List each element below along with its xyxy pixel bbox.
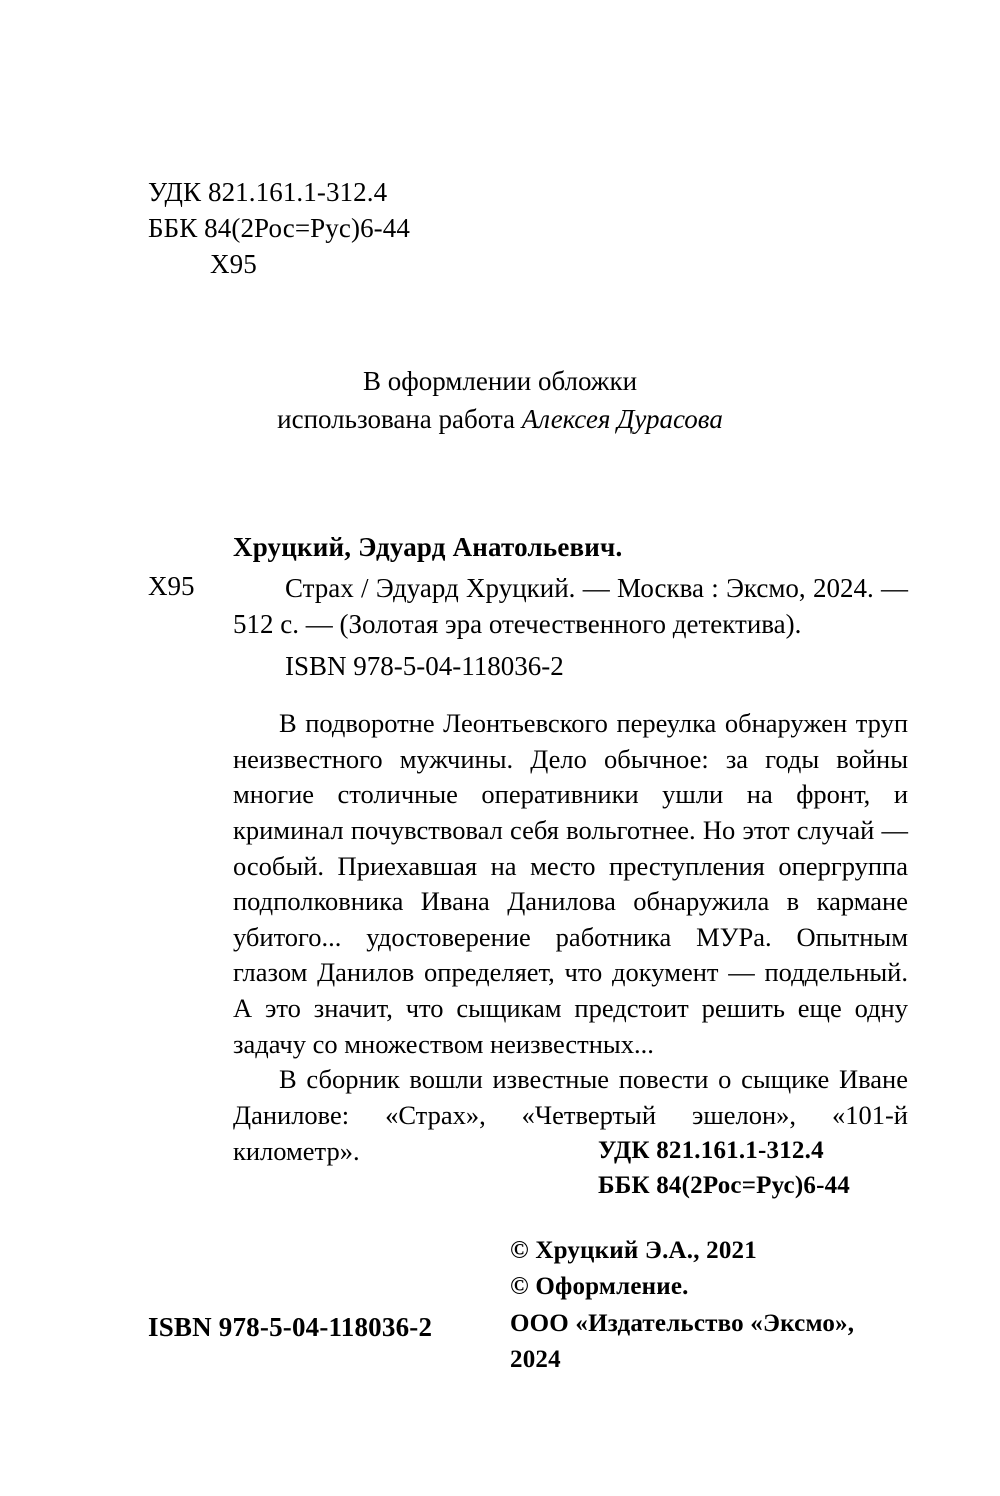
biblio-isbn: ISBN 978-5-04-118036-2 (285, 650, 564, 681)
classification-repeat (598, 1133, 850, 1203)
copyright-line-4: 2024 (510, 1345, 561, 1373)
copyright-line-1: © Хруцкий Э.А., 2021 (510, 1237, 757, 1264)
author-index-code: Х95 (210, 248, 257, 279)
biblio-body (148, 571, 908, 643)
bibliographic-record (148, 530, 908, 682)
copyright-line-2: © Оформление. (510, 1273, 689, 1301)
cover-credit-line1: В оформлении обложки (362, 366, 638, 396)
udk-code: УДК 821.161.1-312.4 (148, 177, 388, 207)
cover-credit-prefix: использована работа (277, 404, 522, 435)
udk-code-repeat: УДК 821.161.1-312.4 (598, 1137, 824, 1164)
isbn-bottom: ISBN 978-5-04-118036-2 (148, 1312, 433, 1342)
bbk-code: ББК 84(2Рос=Рус)6-44 (148, 212, 410, 243)
biblio-author: Хруцкий, Эдуард Анатольевич. (233, 532, 623, 562)
copyright-line-3: ООО «Издательство «Эксмо», (510, 1309, 855, 1337)
cover-credit (0, 362, 1000, 439)
biblio-index: Х95 (148, 571, 195, 602)
cover-credit-line2 (0, 400, 1000, 438)
biblio-description: Страх / Эдуард Хруцкий. — Москва : Эксмо, 2024. — 512 с. — (Золотая эра отечественного детектива). (233, 573, 908, 639)
annotation-paragraph-2: В сборник вошли известные повести о сыщике Иване Данилове: «Страх», «Четвертый эшелон», «101-й километр». (233, 1064, 908, 1166)
annotation (233, 706, 908, 1169)
cover-artist-name: Алексея Дурасова (521, 404, 723, 435)
annotation-paragraph-1: В подворотне Леонтьевского переулка обнаружен труп неизвестного мужчины. Дело обычное: за годы войны многие столичные оперативники ушли на фронт, и криминал почувствовал себя вольготнее. Но этот случай — особый. Приехавшая на место преступления опергруппа подполковника Ивана Данилова обнаружила в кармане убитого... удостоверение работника МУРа. Опытным глазом Данилов определяет, что документ — поддельный. А это значит, что сыщикам предстоит решить еще одну задачу со множеством неизвестных... (233, 708, 908, 1059)
bbk-code-repeat: ББК 84(2Рос=Рус)6-44 (598, 1172, 850, 1199)
copyright-block (510, 1233, 854, 1378)
classification-block (148, 175, 410, 283)
